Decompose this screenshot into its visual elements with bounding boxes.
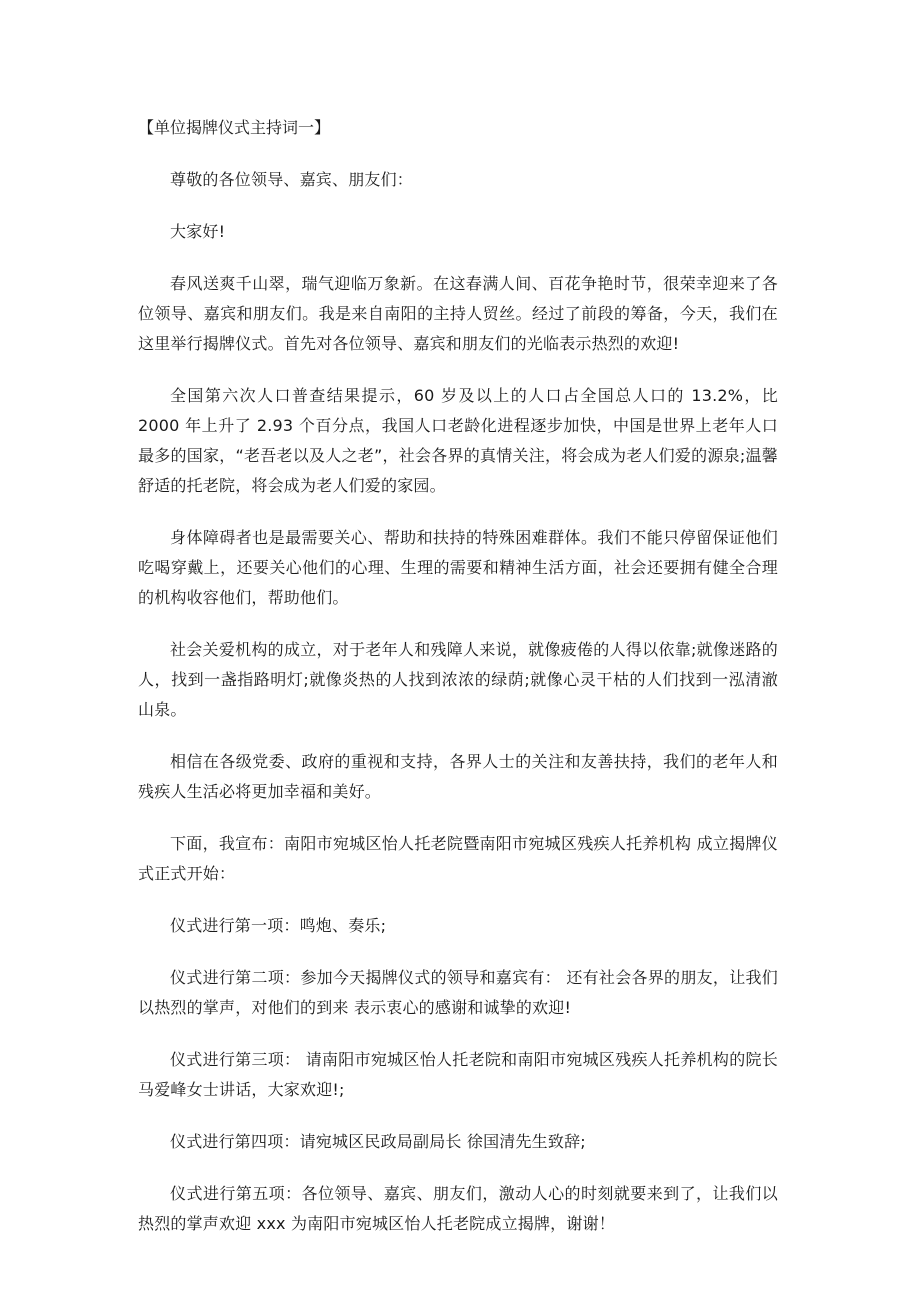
paragraph-disabled: 身体障碍者也是最需要关心、帮助和扶持的特殊困难群体。我们不能只停留保证他们吃喝穿戴上，还要关心他们的心理、生理的需要和精神生活方面，社会还要拥有健全合理的机构收容他们，帮助他们。 [138, 528, 778, 607]
paragraph-institution: 社会关爱机构的成立，对于老年人和残障人来说，就像疲倦的人得以依靠;就像迷路的人，找到一盏指路明灯;就像炎热的人找到浓浓的绿荫;就像心灵干枯的人们找到一泓清澈山泉。 [138, 640, 778, 719]
paragraph-opening: 春风送爽千山翠，瑞气迎临万象新。在这春满人间、百花争艳时节，很荣幸迎来了各位领导、嘉宾和朋友们。我是来自南阳的主持人贸丝。经过了前段的筹备，今天，我们在这里举行揭牌仪式。首先对各位领导、嘉宾和朋友们的光临表示热烈的欢迎! [138, 274, 778, 353]
document-page [138, 113, 778, 1261]
paragraph-item-3: 仪式进行第三项： 请南阳市宛城区怡人托老院和南阳市宛城区残疾人托养机构的院长 马爱峰女士讲话，大家欢迎!; [138, 1050, 778, 1099]
paragraph-item-5: 仪式进行第五项：各位领导、嘉宾、朋友们，激动人心的时刻就要来到了，让我们以热烈的掌声欢迎 xxx 为南阳市宛城区怡人托老院成立揭牌，谢谢！ [138, 1184, 778, 1233]
paragraph-item-2: 仪式进行第二项：参加今天揭牌仪式的领导和嘉宾有： 还有社会各界的朋友，让我们以热烈的掌声，对他们的到来 表示衷心的感谢和诚挚的欢迎! [138, 968, 778, 1017]
paragraph-census: 全国第六次人口普查结果提示，60 岁及以上的人口占全国总人口的 13.2%，比 2000 年上升了 2.93 个百分点，我国人口老龄化进程逐步加快，中国是世界上老年人口最多的国家，“老吾老以及人之老”，社会各界的真情关注，将会成为老人们爱的源泉;温馨舒适的托老院，将会成为老人们爱的家园。 [138, 386, 778, 495]
paragraph-announcement: 下面，我宣布：南阳市宛城区怡人托老院暨南阳市宛城区残疾人托养机构 成立揭牌仪式正式开始： [138, 834, 778, 883]
paragraph-item-1: 仪式进行第一项：鸣炮、奏乐; [170, 916, 387, 935]
paragraph-hello: 大家好! [170, 222, 226, 241]
paragraph-item-4: 仪式进行第四项：请宛城区民政局副局长 徐国清先生致辞; [170, 1132, 586, 1151]
paragraph-belief: 相信在各级党委、政府的重视和支持，各界人士的关注和友善扶持，我们的老年人和残疾人生活必将更加幸福和美好。 [138, 752, 778, 801]
paragraph-greeting: 尊敬的各位领导、嘉宾、朋友们： [170, 170, 414, 189]
document-heading: 【单位揭牌仪式主持词一】 [138, 118, 331, 137]
